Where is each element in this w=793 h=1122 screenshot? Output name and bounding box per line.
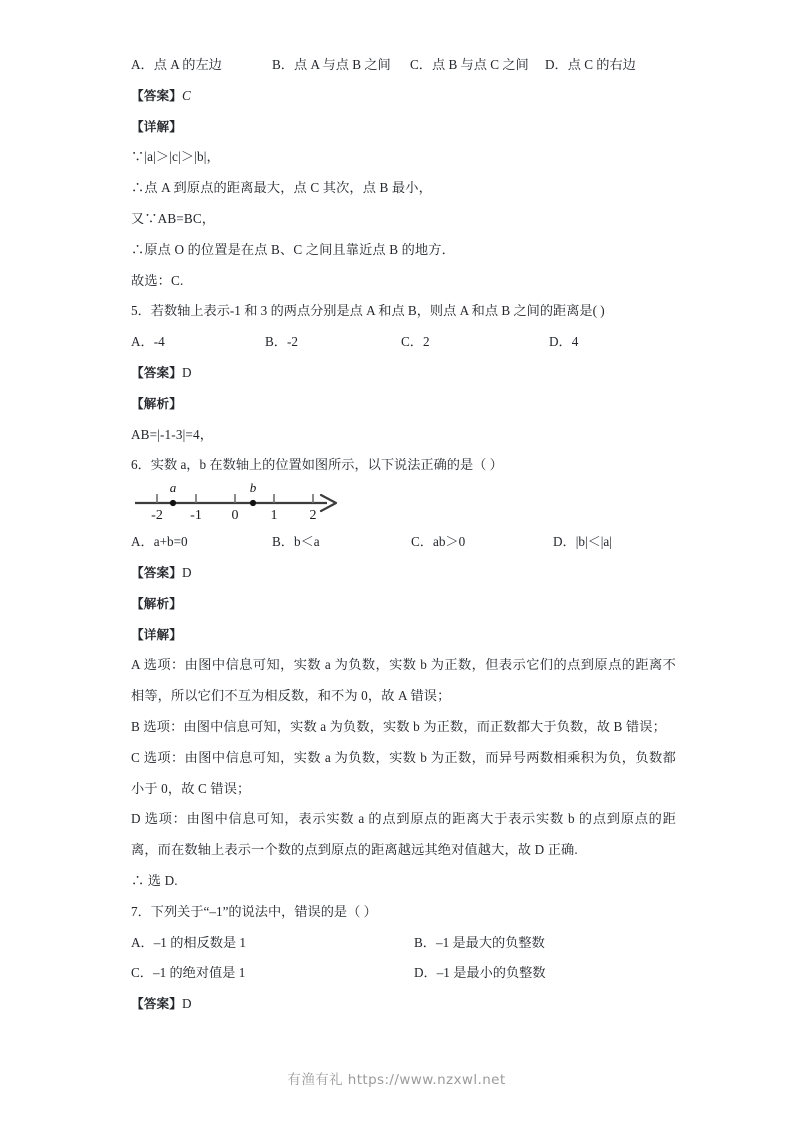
footer-watermark [0,1068,793,1088]
q4-answer-value: C [181,87,191,103]
q6-conclusion: ∴ 选 D. [131,872,178,888]
q4-detail-line-3: 又∵AB=BC， [131,210,216,226]
q4-answer-line [131,81,676,112]
q6-detail-label [131,620,676,651]
q5-option-a: A．‑4 [131,334,165,350]
q5-option-d: D．4 [549,334,579,350]
q6-option-a: A．a+b=0 [131,534,188,550]
q5-answer-value: D [181,364,192,380]
q4-answer-label: 【答案】 [131,87,182,103]
q6-option-d: D．|b|＜|a| [553,534,612,550]
point-a-label: a [169,481,177,496]
q6-answer-line [131,558,676,589]
q7-answer-value: D [181,996,192,1012]
q6-answer-value: D [181,564,192,580]
q5-analysis-label-text: 【解析】 [131,395,182,411]
point-a-marker [170,500,176,506]
q5-answer-line [131,358,676,389]
point-b-label: b [249,481,257,496]
q4-detail-label [131,112,676,143]
q7-option-a: A．–1 的相反数是 1 [131,934,247,950]
number-line-svg [131,481,351,527]
q4-option-a: A．点 A 的左边 [131,57,222,72]
tick-label-pos1: 1 [270,508,278,524]
q4-option-c: C．点 B 与点 C 之间 [410,57,529,72]
q4-options-row [131,50,676,81]
q7-option-b: B．–1 是最大的负整数 [414,934,545,950]
q7-options-row-1 [131,928,676,959]
footer-brand: 有渔有礼 [287,1072,344,1088]
q5-analysis-label [131,389,676,420]
page-content [131,50,676,1020]
q5-work-line: AB=|‑1‑3|=4， [131,426,214,442]
q6-detail-label-text: 【详解】 [131,626,182,642]
q6-number-line-figure [131,481,676,527]
q6-stem: 6．实数 a，b 在数轴上的位置如图所示，以下说法正确的是（ ） [131,457,503,473]
q4-detail-line-2: ∴点 A 到原点的距离最大，点 C 其次，点 B 最小， [131,180,432,196]
q6-explanation-d: D 选项：由图中信息可知，表示实数 a 的点到原点的距离大于表示实数 b 的点到原点的距离，而在数轴上表示一个数的点到原点的距离越远其绝对值越大，故 D 正确. [131,811,676,858]
tick-label-neg2: -2 [151,508,163,524]
q6-option-c: C．ab＞0 [411,534,466,550]
q4-option-d: D．点 C 的右边 [545,57,636,72]
q7-stem: 7．下列关于“–1”的说法中，错误的是（ ） [131,903,377,919]
q7-answer-label: 【答案】 [131,996,182,1012]
q4-detail-line-1: ∵|a|＞|c|＞|b|， [131,149,220,165]
q6-explanation-a: A 选项：由图中信息可知，实数 a 为负数，实数 b 为正数，但表示它们的点到原点的距离不相等，所以它们不互为相反数，和不为 0，故 A 错误； [131,657,676,704]
q6-option-b: B．b＜a [272,534,320,550]
q4-option-b: B．点 A 与点 B 之间 [272,57,391,72]
q7-options-row-2 [131,958,676,989]
q4-detail-line-5: 故选：C. [131,272,184,288]
q7-option-c: C．–1 的绝对值是 1 [131,965,246,981]
q6-analysis-label [131,589,676,620]
q5-stem: 5．若数轴上表示‑1 和 3 的两点分别是点 A 和点 B，则点 A 和点 B 之间的距离是( ) [131,303,605,319]
tick-label-zero: 0 [231,508,239,524]
q5-option-b: B．‑2 [265,334,298,350]
q5-answer-label: 【答案】 [131,364,182,380]
point-b-marker [250,500,256,506]
q5-option-c: C．2 [401,334,430,350]
q5-options-row [131,327,676,358]
q4-detail-label-text: 【详解】 [131,118,182,134]
q6-analysis-label-text: 【解析】 [131,595,182,611]
q6-explanation-b: B 选项：由图中信息可知，实数 a 为负数，实数 b 为正数，而正数都大于负数，故 B 错误； [131,718,666,734]
q7-answer-line [131,989,676,1020]
q6-options-row [131,527,676,558]
q6-explanation-c: C 选项：由图中信息可知，实数 a 为负数，实数 b 为正数，而异号两数相乘积为负，负数都小于 0，故 C 错误； [131,749,676,796]
q7-option-d: D．–1 是最小的负整数 [414,965,546,981]
q6-answer-label: 【答案】 [131,564,182,580]
q4-detail-line-4: ∴原点 O 的位置是在点 B、C 之间且靠近点 B 的地方． [131,241,455,257]
tick-label-pos2: 2 [309,508,317,524]
tick-label-neg1: -1 [190,508,202,524]
footer-url: https://www.nzxwl.net [347,1072,506,1088]
